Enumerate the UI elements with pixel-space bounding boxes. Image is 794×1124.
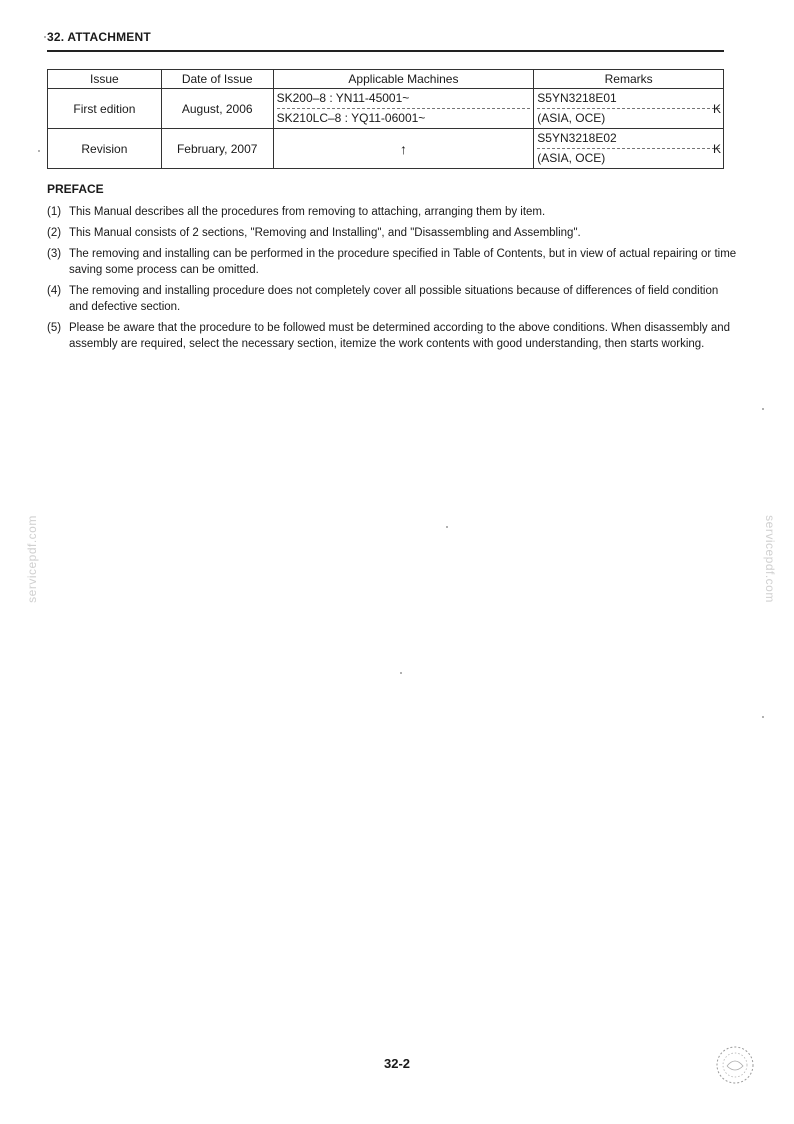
header-remarks: Remarks: [534, 70, 724, 89]
preface-item: [47, 225, 737, 241]
remarks-cell: [534, 129, 724, 169]
table-header-row: [48, 70, 724, 89]
preface-item-text: The removing and installing procedure does not completely cover all possible situations because of differences of field condition and defective section.: [69, 285, 719, 313]
watermark-right: servicepdf.com: [762, 515, 777, 603]
section-title: 32. ATTACHMENT: [47, 30, 151, 44]
header-machines: Applicable Machines: [273, 70, 534, 89]
preface-item-text: Please be aware that the procedure to be followed must be determined according to the above conditions. When disassembly and assembly are required, select the necessary section, itemize the work contents with good understanding, then starts working.: [69, 322, 731, 350]
table-row: [48, 89, 724, 129]
preface-item-text: The removing and installing can be performed in the procedure specified in Table of Contents, but in view of actual repairing or time saving some process can be omitted.: [69, 248, 737, 276]
watermark-left: servicepdf.com: [24, 515, 39, 603]
preface-heading: PREFACE: [47, 182, 104, 196]
revision-table: [47, 69, 724, 169]
machines-cell: [273, 89, 534, 129]
remark-region: (ASIA, OCE): [537, 148, 720, 168]
machine-line: SK210LC–8 : YQ11-06001~: [277, 108, 531, 128]
remark-code: S5YN3218E02: [537, 131, 617, 145]
preface-list: [47, 204, 737, 357]
preface-item-number: (4): [47, 285, 62, 297]
remark-mark: K: [712, 141, 721, 156]
same-as-above-arrow: ↑: [273, 129, 534, 169]
remark-code: S5YN3218E01: [537, 91, 617, 105]
preface-item-number: (5): [47, 322, 62, 334]
header-date: Date of Issue: [161, 70, 273, 89]
preface-item: [47, 283, 737, 315]
issue-cell: First edition: [48, 89, 162, 129]
scan-speck: [446, 526, 448, 528]
preface-item-number: (2): [47, 227, 62, 239]
scan-speck: [400, 672, 402, 674]
scan-speck: [44, 36, 46, 38]
issue-cell: Revision: [48, 129, 162, 169]
scan-speck: [38, 150, 40, 152]
remarks-cell: [534, 89, 724, 129]
page-number: 32-2: [383, 1056, 411, 1071]
remark-mark: K: [712, 101, 721, 116]
scan-speck: [762, 716, 764, 718]
preface-item-text: This Manual describes all the procedures from removing to attaching, arranging them by item.: [69, 206, 546, 218]
preface-item: [47, 204, 737, 220]
preface-item-number: (1): [47, 206, 62, 218]
preface-item-number: (3): [47, 248, 62, 260]
header-rule: [47, 50, 724, 52]
scan-speck: [762, 408, 764, 410]
machine-line: SK200–8 : YN11-45001~: [276, 91, 410, 105]
preface-item: [47, 320, 737, 352]
preface-item-text: This Manual consists of 2 sections, "Removing and Installing", and "Disassembling and Assembling".: [69, 227, 581, 239]
preface-item: [47, 246, 737, 278]
header-issue: Issue: [48, 70, 162, 89]
date-cell: August, 2006: [161, 89, 273, 129]
date-cell: February, 2007: [161, 129, 273, 169]
remark-region: (ASIA, OCE): [537, 108, 720, 128]
table-row: [48, 129, 724, 169]
